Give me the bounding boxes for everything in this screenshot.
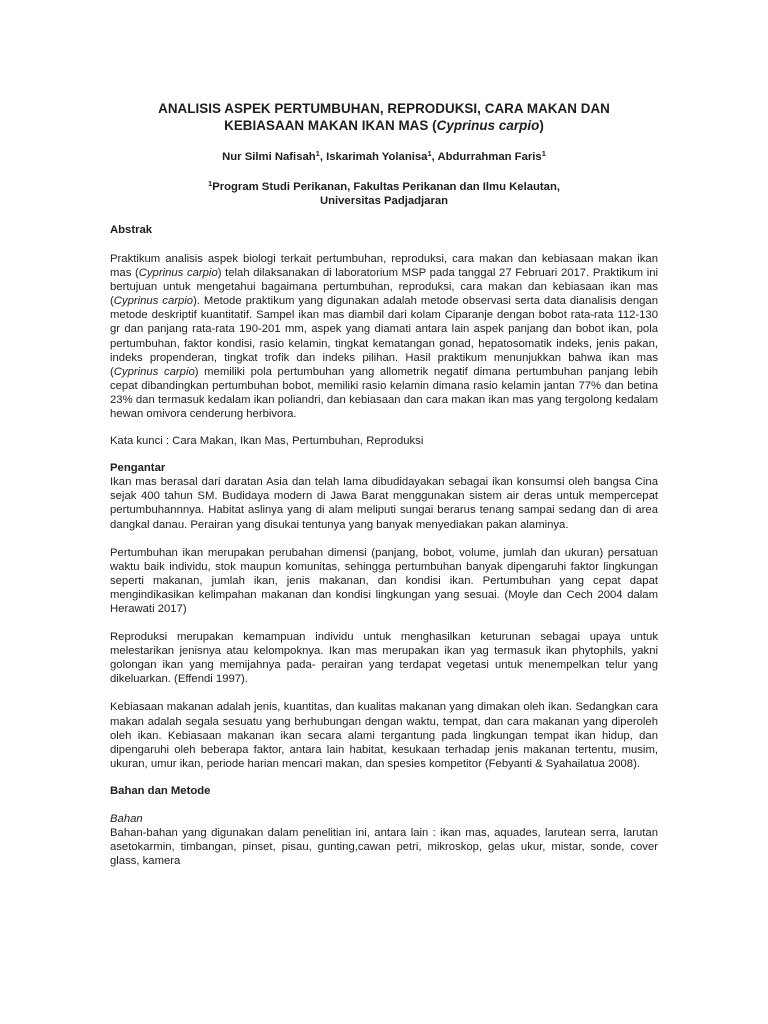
author-separator: ,	[319, 151, 327, 163]
keywords: Kata kunci : Cara Makan, Ikan Mas, Pertumbuhan, Reproduksi	[110, 435, 424, 448]
pengantar-paragraph-2: Pertumbuhan ikan merupakan perubahan dimensi (panjang, bobot, volume, jumlah dan ukuran) persatuan waktu baik individu, stok maupun komunitas, sehingga pertumbuhan banyak dipengaruhi faktor lingkungan seperti makanan, jumlah ikan, jenis makanan, dan kondisi ikan. Pertumbuhan yang cepat dapat mengindikasikan kelimpahan makanan dan kondisi lingkungan yang sesuai. (Moyle dan Cech 2004 dalam Herawati 2017)	[110, 546, 658, 615]
affiliation-text: Program Studi Perikanan, Fakultas Perikanan dan Ilmu Kelautan,	[212, 181, 560, 193]
abstract-text: ). Metode praktikum yang digunakan adalah metode observasi serta data dianalisis dengan metode deskriptif kuantitatif. Sampel ikan mas diambil dari kolam Ciparanje dengan bobot rata-rata 112-130 gr dan panjang rata-rata 190-201 mm, aspek yang diamati antara lain aspek panjang dan bobot ikan, pola pertumbuhan, faktor kondisi, rasio kelamin, tingkat kematangan gonad, hepatosomatik indeks, jenis pakan, indeks propenderan, tingkat trofik dan indeks pilihan. Hasil praktikum menunjukkan bahwa ikan mas (	[110, 295, 658, 378]
scientific-name: Cyprinus carpio	[113, 365, 195, 378]
author: Nur Silmi Nafisah	[222, 151, 316, 163]
paper-title	[110, 101, 658, 134]
scientific-name: Cyprinus carpio	[138, 267, 218, 280]
abstract-text: ) memiliki pola pertumbuhan yang allometrik negatif dimana pertumbuhan panjang lebih cepat dibandingkan pertumbuhan bobot, memiliki rasio kelamin dimana rasio kelamin jantan 77% dan betina 23% dan termasuk kedalam ikan poliandri, dan kebiasaan dan cara makan ikan mas yang tergolong kedalam hewan omivora cenderung herbivora.	[110, 365, 659, 421]
pengantar-paragraph-1: Ikan mas berasal dari daratan Asia dan telah lama dibudidayakan sebagai ikan konsumsi oleh bangsa Cina sejak 400 tahun SM. Budidaya modern di Jawa Barat menggunakan sistem air deras untuk mempercepat pertumbuhannnya. Habitat aslinya yang di alam meliputi sungai berarus tenang sampai sedang dan di area dangkal danau. Perairan yang disukai tentunya yang banyak menyediakan pakan alaminya.	[110, 476, 658, 531]
author-list	[110, 150, 658, 165]
affiliation	[110, 180, 658, 208]
scientific-name: Cyprinus carpio	[113, 295, 194, 308]
bahan-paragraph: Bahan-bahan yang digunakan dalam penelitian ini, antara lain : ikan mas, aquades, larutean serra, larutan asetokarmin, timbangan, pinset, pisau, gunting,cawan petri, mikroskop, gelas ukur, mistar, sonde, cover glass, kamera	[110, 826, 658, 868]
affiliation-line-2: Universitas Padjadjaran	[319, 195, 449, 207]
author-affiliation-mark: 1	[315, 149, 320, 158]
title-line-2-suffix: )	[539, 117, 544, 133]
author: Iskarimah Yolanisa	[326, 151, 428, 163]
abstract-text: Praktikum analisis aspek biologi terkait pertumbuhan, reproduksi, cara makan dan kebiasaan makan ikan mas (	[110, 253, 658, 280]
author: Abdurrahman Faris	[437, 151, 542, 163]
title-line-2	[110, 118, 658, 135]
abstract-text: ) telah dilaksanakan di laboratorium MSP pada tanggal 27 Februari 2017. Praktikum ini bertujuan untuk mengetahui bagaimana pertumbuhan, reproduksi, cara makan dan kebiasaan ikan mas (	[110, 267, 659, 308]
author-separator: ,	[431, 151, 438, 163]
affiliation-line-1	[110, 180, 658, 194]
abstract-heading: Abstrak	[110, 224, 153, 236]
bahan-subheading: Bahan	[110, 812, 143, 825]
pengantar-heading: Pengantar	[110, 462, 166, 475]
author-affiliation-mark: 1	[541, 149, 546, 158]
pengantar-paragraph-4: Kebiasaan makanan adalah jenis, kuantitas, dan kualitas makanan yang dimakan oleh ikan. Sedangkan cara makan adalah segala sesuatu yang berhubungan dengan waktu, tempat, dan cara makanan yang diperoleh oleh ikan. Kebiasaan makanan ikan secara alami tergantung pada lingkungan tempat ikan hidup, dan dipengaruhi oleh beberapa faktor, antara lain habitat, kesukaan terhadap jenis makanan tertentu, musim, ukuran, umur ikan, periode harian mencari makan, dan spesies kompetitor (Febyanti & Syahailatua 2008).	[110, 701, 658, 770]
abstract-paragraph	[110, 252, 658, 421]
title-scientific-name: Cyprinus carpio	[436, 117, 540, 133]
pengantar-paragraph-3: Reproduksi merupakan kemampuan individu untuk menghasilkan keturunan sebagai upaya untuk melestarikan jenisnya atau kelompoknya. Ikan mas merupakan ikan yag termasuk ikan phytophils, yakni golongan ikan yang memijahnya pada- perairan yang terdapat vegetasi untuk menempelkan telur yang dikeluarkan. (Effendi 1997).	[110, 631, 658, 686]
title-line-2-prefix: KEBIASAAN MAKAN IKAN MAS (	[224, 117, 437, 133]
bahan-metode-heading: Bahan dan Metode	[110, 784, 211, 797]
title-line-1: ANALISIS ASPEK PERTUMBUHAN, REPRODUKSI, CARA MAKAN DAN	[158, 101, 610, 116]
affiliation-mark: 1	[208, 179, 213, 188]
author-affiliation-mark: 1	[427, 149, 432, 158]
